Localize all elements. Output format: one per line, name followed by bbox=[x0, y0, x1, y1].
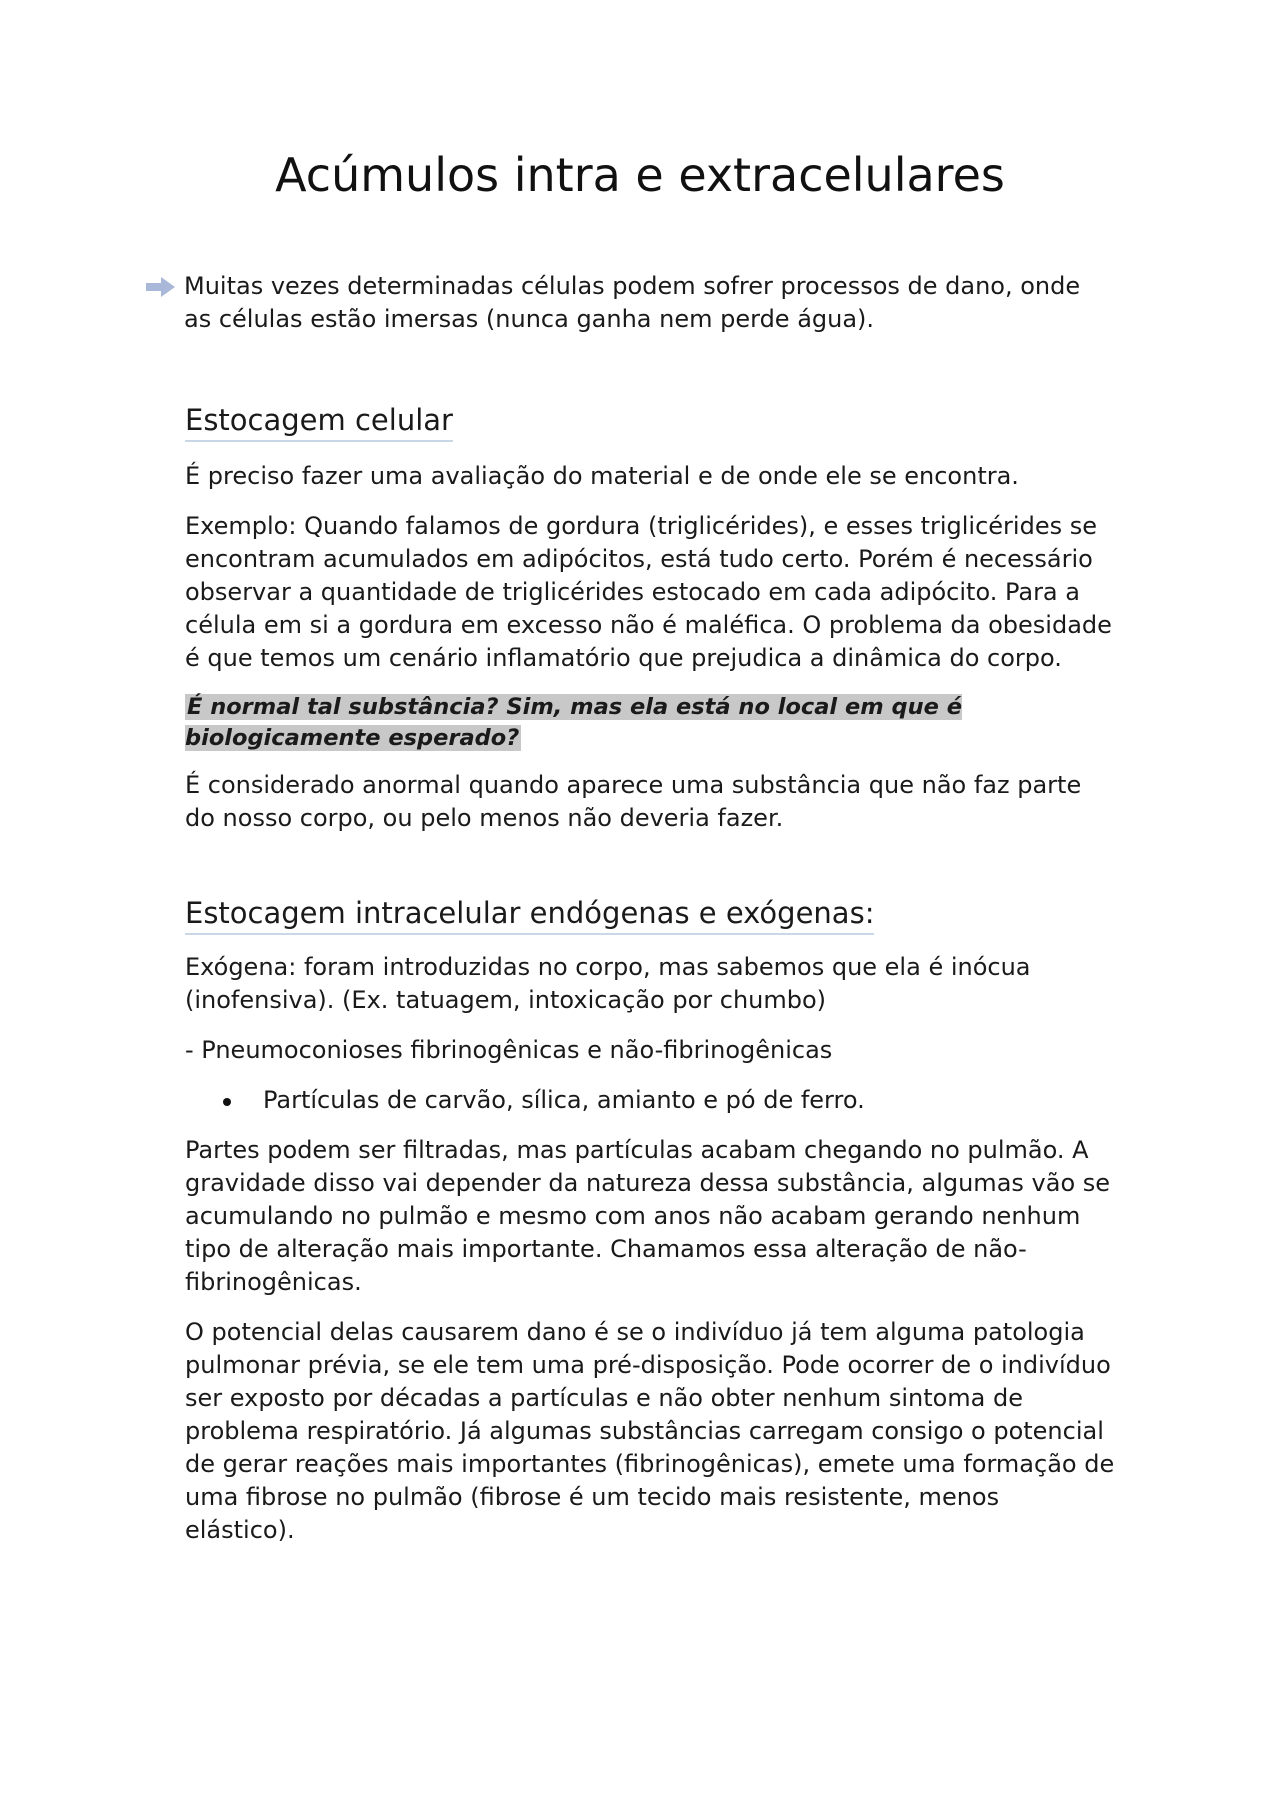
arrow-right-icon bbox=[146, 276, 176, 298]
highlighted-question bbox=[185, 691, 1115, 753]
paragraph: É preciso fazer uma avaliação do material e de onde ele se encontra. bbox=[185, 462, 1019, 490]
intro-text: Muitas vezes determinadas células podem sofrer processos de dano, onde as células estão imersas (nunca ganha nem perde água). bbox=[184, 272, 1081, 333]
section-heading-estocagem-celular: Estocagem celular bbox=[185, 400, 453, 442]
bullet-list bbox=[185, 1084, 1115, 1117]
document-title: Acúmulos intra e extracelulares bbox=[275, 148, 1005, 202]
highlight-text: É normal tal substância? Sim, mas ela está no local em que é biologicamente esperado? bbox=[185, 694, 962, 751]
paragraph: O potencial delas causarem dano é se o indivíduo já tem alguma patologia pulmonar prévia, se ele tem uma pré-disposição. Pode ocorrer de o indivíduo ser exposto por décadas a partículas e não obter nenhum sintoma de problema respiratório. Já algumas substâncias carregam consigo o potencial de gerar reações mais importantes (fibrinogênicas), emete uma formação de uma fibrose no pulmão (fibrose é um tecido mais resistente, menos elástico). bbox=[185, 1318, 1115, 1544]
paragraph: Partes podem ser filtradas, mas partículas acabam chegando no pulmão. A gravidade disso vai depender da natureza dessa substância, algumas vão se acumulando no pulmão e mesmo com anos não acabam gerando nenhum tipo de alteração mais importante. Chamamos essa alteração de não-fibrinogênicas. bbox=[185, 1136, 1111, 1296]
paragraph: - Pneumoconioses fibrinogênicas e não-fibrinogênicas bbox=[185, 1036, 833, 1064]
paragraph: É considerado anormal quando aparece uma substância que não faz parte do nosso corpo, ou pelo menos não deveria fazer. bbox=[185, 771, 1082, 832]
paragraph: Exemplo: Quando falamos de gordura (triglicérides), e esses triglicérides se encontram acumulados em adipócitos, está tudo certo. Porém é necessário observar a quantidade de triglicérides estocado em cada adipócito. Para a célula em si a gordura em excesso não é maléfica. O problema da obesidade é que temos um cenário inflamatório que prejudica a dinâmica do corpo. bbox=[185, 512, 1112, 672]
list-item: Partículas de carvão, sílica, amianto e pó de ferro. bbox=[185, 1084, 1115, 1117]
bullet-icon bbox=[223, 1098, 231, 1106]
section-heading-estocagem-intracelular: Estocagem intracelular endógenas e exógenas: bbox=[185, 893, 874, 935]
intro-block bbox=[146, 270, 1106, 336]
paragraph: Exógena: foram introduzidas no corpo, mas sabemos que ela é inócua (inofensiva). (Ex. tatuagem, intoxicação por chumbo) bbox=[185, 953, 1031, 1014]
document-body bbox=[185, 400, 1115, 1547]
